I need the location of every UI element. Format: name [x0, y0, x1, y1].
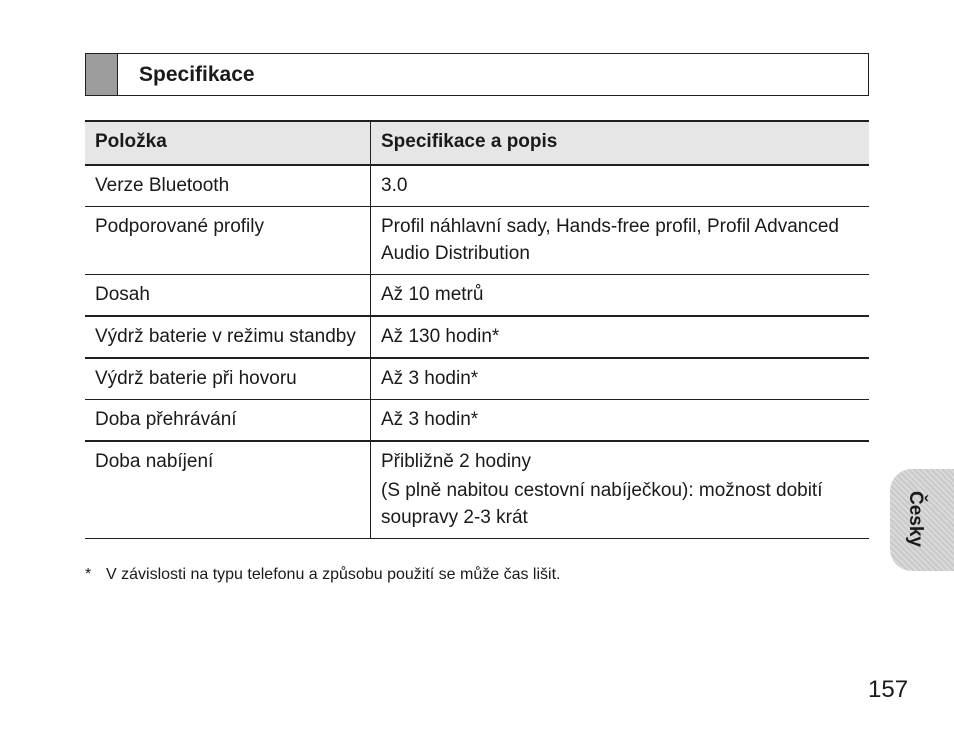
row-spec: 3.0: [371, 165, 870, 207]
section-title: Specifikace: [139, 63, 255, 86]
footnote-marker: *: [85, 566, 92, 583]
section-header: [85, 53, 869, 96]
table-row: [85, 358, 869, 400]
footnote: [85, 566, 560, 584]
row-item: Doba přehrávání: [85, 400, 371, 442]
row-item: Verze Bluetooth: [85, 165, 371, 207]
column-header-spec: Specifikace a popis: [371, 121, 870, 165]
spec-table: [85, 120, 869, 539]
table-row: [85, 275, 869, 317]
page-number: 157: [868, 676, 909, 703]
table-row: [85, 441, 869, 539]
row-spec: Až 10 metrů: [371, 275, 870, 317]
footnote-text: V závislosti na typu telefonu a způsobu použití se může čas lišit.: [106, 566, 561, 583]
section-marker: [86, 54, 118, 95]
row-spec-note: (S plně nabitou cestovní nabíječkou): možnost dobití soupravy 2-3 krát: [381, 480, 823, 528]
table-row: [85, 207, 869, 275]
language-tab: [890, 469, 954, 571]
row-item: Doba nabíjení: [85, 441, 371, 539]
table-header-row: [85, 121, 869, 165]
table-row: [85, 400, 869, 442]
row-spec: Až 130 hodin*: [371, 316, 870, 358]
row-spec-main: Přibližně 2 hodiny: [381, 451, 531, 472]
row-item: Podporované profily: [85, 207, 371, 275]
row-item: Výdrž baterie při hovoru: [85, 358, 371, 400]
row-spec: Až 3 hodin*: [371, 358, 870, 400]
row-spec: [371, 441, 870, 539]
table-row: [85, 165, 869, 207]
row-item: Dosah: [85, 275, 371, 317]
table-row: [85, 316, 869, 358]
row-item: Výdrž baterie v režimu standby: [85, 316, 371, 358]
column-header-item: Položka: [85, 121, 371, 165]
row-spec: Až 3 hodin*: [371, 400, 870, 442]
row-spec: Profil náhlavní sady, Hands-free profil, Profil Advanced Audio Distribution: [371, 207, 870, 275]
language-tab-label: Česky: [905, 491, 926, 547]
